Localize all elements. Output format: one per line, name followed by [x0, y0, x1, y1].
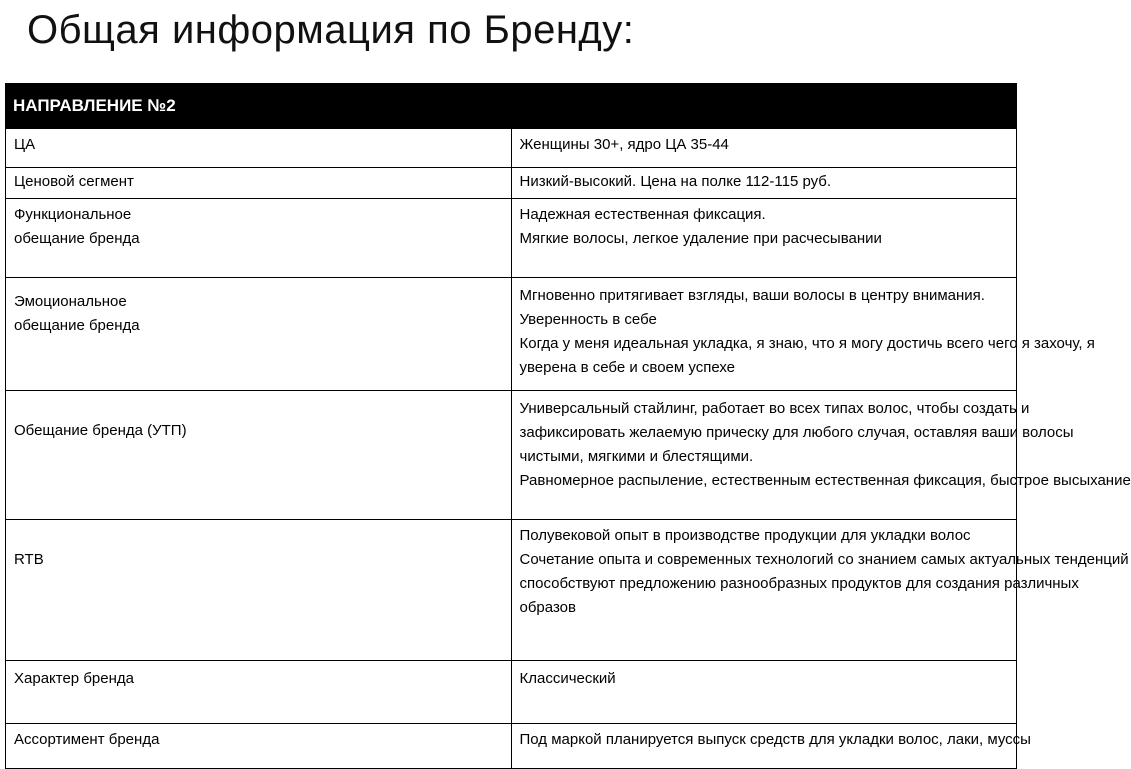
row-value — [511, 199, 1017, 278]
row-label — [6, 278, 512, 391]
table-row-brand-promise-usp — [6, 391, 1017, 520]
row-value-line: чистыми, мягкими и блестящими. — [519, 448, 754, 465]
row-value-line: Надежная естественная фиксация. — [519, 206, 766, 223]
row-value-line: Мягкие волосы, легкое удаление при расчесывании — [519, 230, 882, 247]
row-label — [6, 520, 512, 661]
row-label-line: Характер бренда — [14, 670, 134, 687]
table-row-brand-character — [6, 661, 1017, 724]
table-row-rtb — [6, 520, 1017, 661]
row-value-line: уверена в себе и своем успехе — [519, 359, 736, 376]
row-label-line: Обещание бренда (УТП) — [14, 422, 187, 439]
row-value-line: Полувековой опыт в производстве продукции для укладки волос — [519, 527, 971, 544]
table-row-emotional-promise — [6, 278, 1017, 391]
row-label-line: RTB — [14, 551, 44, 568]
row-label — [6, 199, 512, 278]
row-value-line: зафиксировать желаемую прическу для любого случая, оставляя ваши волосы — [519, 424, 1074, 441]
row-value-line: образов — [519, 599, 576, 616]
row-label-line: Ассортимент бренда — [14, 731, 160, 748]
row-label-line: обещание бренда — [14, 230, 140, 247]
table-row-price-segment — [6, 168, 1017, 199]
table-row-brand-assortment — [6, 724, 1017, 769]
row-value — [511, 278, 1095, 391]
row-value-line: способствуют предложению разнообразных продуктов для создания различных — [519, 575, 1079, 592]
table-header-row — [6, 84, 1017, 129]
row-label-line: обещание бренда — [14, 317, 140, 334]
table-header: НАПРАВЛЕНИЕ №2 — [6, 84, 1017, 129]
row-value-line: Классический — [519, 670, 616, 687]
row-label — [6, 724, 512, 769]
row-value-line: Под маркой планируется выпуск средств для укладки волос, лаки, муссы — [519, 731, 1031, 748]
row-value-line: Женщины 30+, ядро ЦА 35-44 — [519, 136, 729, 153]
row-label — [6, 391, 512, 520]
row-value — [511, 661, 1017, 724]
row-value-line: Когда у меня идеальная укладка, я знаю, что я могу достичь всего чего я захочу, я — [519, 335, 1095, 352]
slide-title: Общая информация по Бренду: — [27, 8, 635, 52]
row-label — [6, 168, 512, 199]
row-label-line: Функциональное — [14, 206, 132, 223]
row-value — [511, 129, 1017, 168]
row-value-line: Уверенность в себе — [519, 311, 657, 328]
row-value — [511, 168, 1017, 199]
table-row-functional-promise — [6, 199, 1017, 278]
row-value-line: Мгновенно притягивает взгляды, ваши волосы в центру внимания. — [519, 287, 985, 304]
row-value — [511, 520, 1129, 661]
row-value — [511, 724, 1031, 769]
row-value-line: Универсальный стайлинг, работает во всех типах волос, чтобы создать и — [519, 400, 1030, 417]
row-label — [6, 661, 512, 724]
row-value-line: Равномерное распыление, естественным естественная фиксация, быстрое высыхание — [519, 472, 1131, 489]
row-label-line: ЦА — [14, 136, 36, 153]
row-value-line: Низкий-высокий. Цена на полке 112-115 руб. — [519, 173, 832, 190]
brand-info-table — [5, 83, 1131, 769]
row-label-line: Ценовой сегмент — [14, 173, 134, 190]
row-value-line: Сочетание опыта и современных технологий со знанием самых актуальных тенденций — [519, 551, 1129, 568]
row-value — [511, 391, 1131, 520]
row-label-line: Эмоциональное — [14, 293, 127, 310]
row-label — [6, 129, 512, 168]
table-row-target-audience — [6, 129, 1017, 168]
